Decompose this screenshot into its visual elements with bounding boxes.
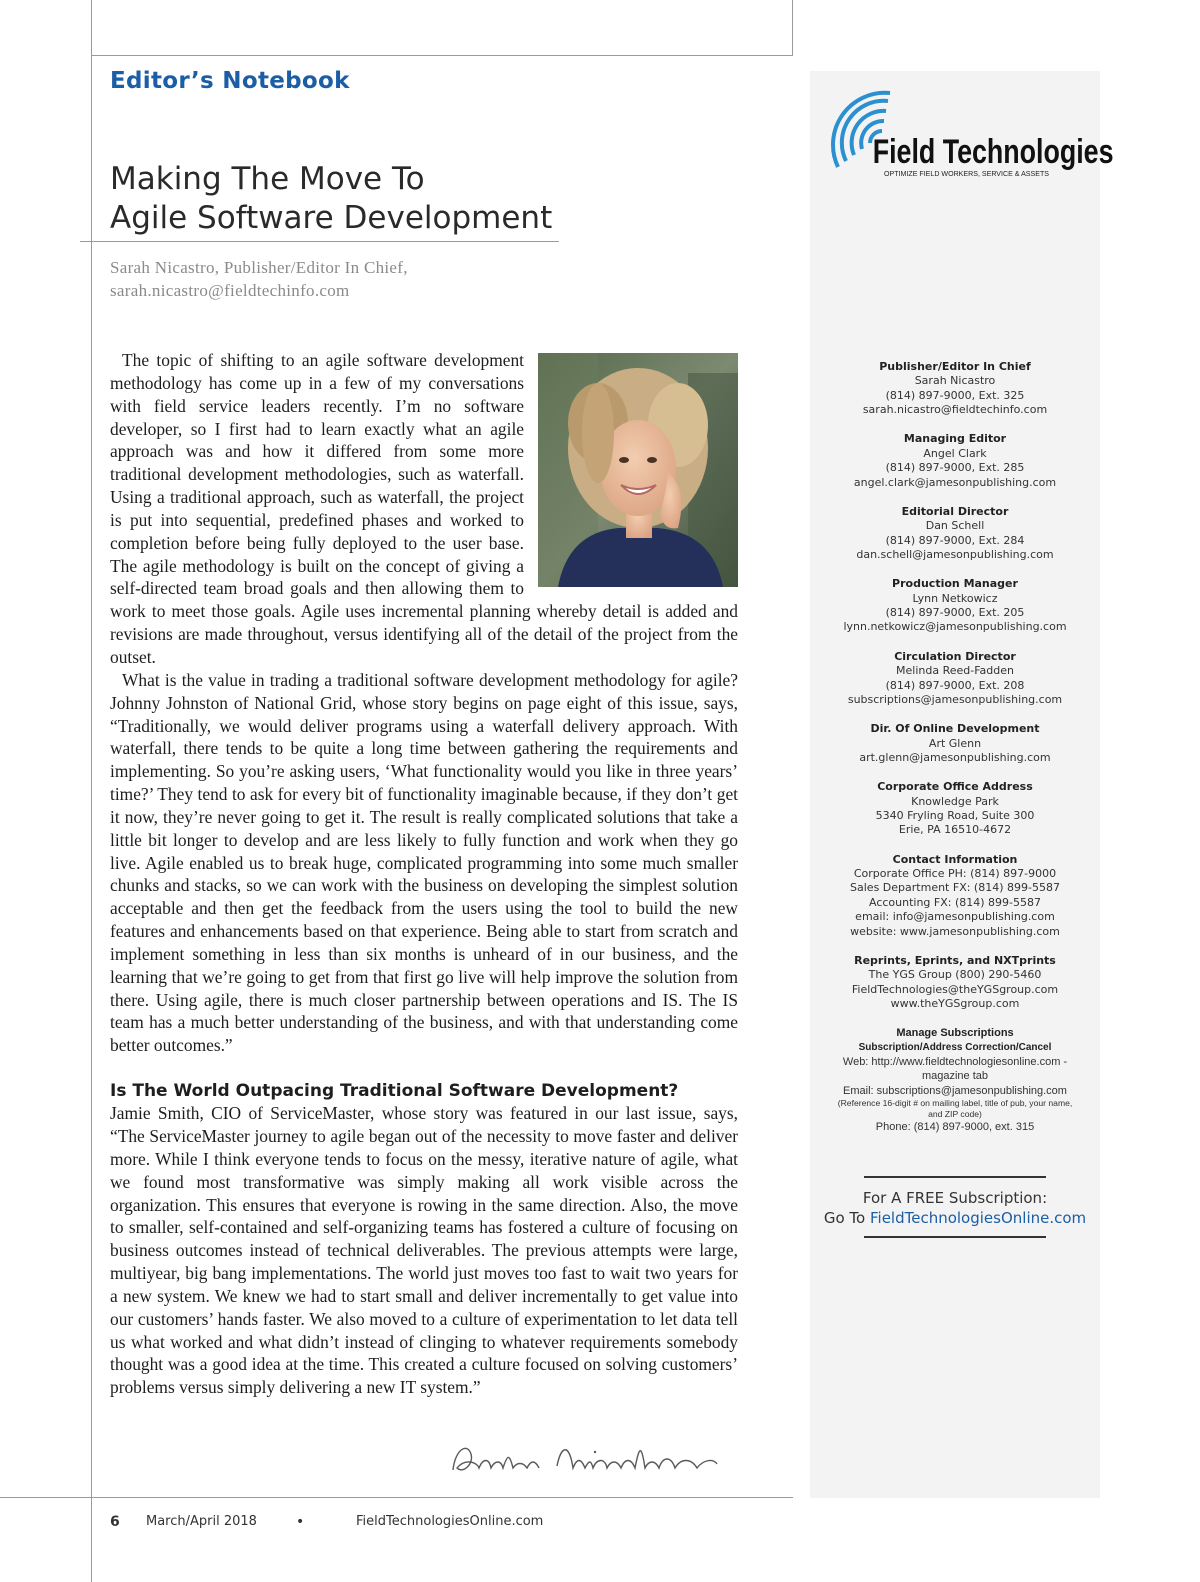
masthead-line: FieldTechnologies@theYGSgroup.com <box>851 982 1059 996</box>
title-line-1: Making The Move To <box>110 161 425 197</box>
masthead-line: (814) 897-9000, Ext. 285 <box>885 461 1025 475</box>
masthead-line: (814) 897-9000, Ext. 325 <box>885 388 1025 402</box>
issue-date: March/April 2018 <box>146 1514 257 1529</box>
masthead-entry <box>810 722 1100 765</box>
masthead-line: Melinda Reed-Fadden <box>896 664 1014 678</box>
subscribe-rule-bottom <box>864 1236 1046 1238</box>
masthead-line: sarah.nicastro@fieldtechinfo.com <box>862 403 1048 417</box>
masthead-role: Editorial Director <box>901 504 1009 518</box>
masthead-line: www.theYGSgroup.com <box>890 997 1020 1010</box>
field-technologies-logo <box>828 91 1114 181</box>
masthead-entry <box>810 432 1100 490</box>
masthead-line: (814) 897-9000, Ext. 205 <box>885 606 1025 620</box>
masthead-line: website: www.jamesonpublishing.com <box>850 924 1060 938</box>
column-divider-rule <box>792 0 793 56</box>
subscription-link[interactable]: FieldTechnologiesOnline.com <box>869 1209 1087 1227</box>
masthead-line: art.glenn@jamesonpublishing.com <box>859 750 1051 764</box>
free-subscription-callout <box>810 1188 1100 1228</box>
article-paragraph: Jamie Smith, CIO of ServiceMaster, whose story was featured in our last issue, says, “The ServiceMaster journey to agile began out of the necessity to move faster and deliver more. While I think everyone tends to focus on the messy, iterative nature of agile, what we found most transformative was simply making all work visible across the organization. This ensures that everyone is rowing in the same direction. Also, the move to smaller, self-contained and self-organizing teams has fostered a culture of focusing on business outcomes instead of technical deliverables. The previous attempts were large, multiyear, big bang implementations. The world just moves too fast to wait two years for a new system. We knew we had to start small and deliver incrementally to get value into our customers’ hands faster. We also moved to a culture of experimentation to let data tell us what worked and what didn’t instead of clinging to whatever requirements somebody thought was a good idea at the time. This created a culture focused on solving customers’ problems versus simply delivering a new IT system.” <box>110 1103 738 1398</box>
footer-bullet: • <box>296 1514 305 1530</box>
manage-phone: Phone: (814) 897-9000, ext. 315 <box>875 1121 1035 1134</box>
masthead-line: Art Glenn <box>928 736 982 750</box>
masthead-line: (814) 897-9000, Ext. 284 <box>885 533 1025 547</box>
subscribe-rule-top <box>864 1176 1046 1178</box>
section-label: Editor’s Notebook <box>110 68 350 94</box>
article-body <box>110 349 738 1399</box>
masthead-line: (814) 897-9000, Ext. 208 <box>885 678 1025 692</box>
masthead-role: Corporate Office Address <box>877 780 1033 794</box>
masthead-line: Accounting FX: (814) 899-5587 <box>868 895 1042 909</box>
headline-rule <box>80 241 559 242</box>
masthead-line: 5340 Fryling Road, Suite 300 <box>875 808 1035 822</box>
manage-subscriptions-title: Manage Subscriptions <box>896 1027 1014 1040</box>
masthead-line: Lynn Netkowicz <box>912 591 998 605</box>
masthead-line: The YGS Group (800) 290-5460 <box>868 968 1042 982</box>
masthead-role: Contact Information <box>892 852 1018 866</box>
top-rule <box>91 55 793 56</box>
masthead-entry <box>810 577 1100 635</box>
go-to-label: Go To <box>823 1209 870 1227</box>
free-subscription-line: For A FREE Subscription: <box>862 1189 1048 1207</box>
byline <box>110 256 408 302</box>
masthead-line: email: info@jamesonpublishing.com <box>855 910 1055 924</box>
masthead-line: Sales Department FX: (814) 899-5587 <box>850 881 1060 895</box>
masthead-role: Circulation Director <box>894 649 1016 663</box>
masthead-role: Managing Editor <box>903 432 1007 446</box>
logo-tagline: OPTIMIZE FIELD WORKERS, SERVICE & ASSETS <box>884 171 1050 178</box>
masthead-line: Knowledge Park <box>911 794 999 808</box>
article-paragraph: The topic of shifting to an agile software development methodology has come up in a few of my conversations with field service leaders recently. I’m no software developer, so I first had to learn exactly what an agile approach was and how it differed from some more traditional development methodologies, such as waterfall. Using a traditional approach, such as waterfall, the project is put into sequential, predefined phases and worked to completion before being fully deployed to the user base. The agile methodology is built on the concept of giving a self-directed team broad goals and then allowing them to work to meet those goals. Agile uses incremental planning whereby detail is added and revisions are made throughout, versus identifying all of the detail of the project from the outset. <box>110 350 738 667</box>
masthead-role: Reprints, Eprints, and NXTprints <box>854 953 1056 967</box>
manage-subscriptions <box>810 1026 1100 1134</box>
left-margin-rule <box>91 0 92 1582</box>
editor-signature <box>445 1428 730 1488</box>
logo-wordmark: Field Technologies <box>872 131 1114 171</box>
footer-website: FieldTechnologiesOnline.com <box>356 1514 544 1529</box>
byline-author: Sarah Nicastro, Publisher/Editor In Chief, <box>110 258 408 277</box>
masthead-entry <box>810 650 1100 708</box>
article-subhead: Is The World Outpacing Traditional Software Development? <box>110 1081 679 1102</box>
byline-email: sarah.nicastro@fieldtechinfo.com <box>110 281 350 300</box>
footer-rule <box>0 1497 793 1498</box>
masthead-role: Production Manager <box>892 577 1018 591</box>
page-title <box>110 160 580 238</box>
manage-email: Email: subscriptions@jamesonpublishing.com <box>843 1084 1067 1097</box>
masthead-line: subscriptions@jamesonpublishing.com <box>847 692 1063 706</box>
manage-note: (Reference 16-digit # on mailing label, title of pub, your name, and ZIP code) <box>837 1098 1073 1120</box>
masthead-line: Corporate Office PH: (814) 897-9000 <box>853 866 1057 880</box>
masthead-entry <box>810 505 1100 563</box>
masthead-line: dan.schell@jamesonpublishing.com <box>856 548 1054 562</box>
page-number: 6 <box>110 1514 120 1530</box>
masthead-list <box>810 360 1100 1149</box>
masthead-line: Dan Schell <box>925 519 985 533</box>
article-paragraph: What is the value in trading a traditional software development methodology for agile? Johnny Johnston of National Grid, whose story begins on page eight of this issue, says, “Traditionally, we would deliver programs using a waterfall delivery approach. With waterfall, there tends to be quite a long time between gathering the requirements and implementing. So you’re asking users, ‘What functionality would you like in three years’ time?’ They tend to ask for every bit of functionality imaginable because, if they don’t get it now, they’re never going to get it. The result is really complicated solutions that take a little bit longer to develop and are less likely to fully function and work when they go live. Agile enabled us to break huge, complicated programming into some much smaller chunks and stacks, so we can work with the business on developing the simplest solution acceptable and then get the feedback from the users using the tool to build the new features and enhancements based on that experience. Being able to start from scratch and implement something in less than six months is unheard of in our business, and the learning that we’re going to get from that first go live will help improve the solution from there. Using agile, there is much closer partnership between operations and IS. The IS team has a much better understanding of the business, and with that understanding come better outcomes.” <box>110 669 738 1056</box>
author-photo <box>538 353 738 587</box>
masthead-line: lynn.netkowicz@jamesonpublishing.com <box>843 620 1067 634</box>
masthead-entry <box>810 360 1100 418</box>
masthead-role: Dir. Of Online Development <box>870 722 1040 736</box>
masthead-entry <box>810 780 1100 838</box>
masthead-line: angel.clark@jamesonpublishing.com <box>853 475 1057 489</box>
masthead-entry <box>810 853 1100 939</box>
masthead-role: Publisher/Editor In Chief <box>879 360 1031 373</box>
manage-subscriptions-subtitle: Subscription/Address Correction/Cancel <box>858 1041 1052 1053</box>
free-subscription-go <box>810 1208 1100 1228</box>
masthead-sidebar <box>810 71 1114 1498</box>
masthead-entry <box>810 954 1100 1012</box>
manage-web: Web: http://www.fieldtechnologiesonline.com - magazine tab <box>842 1056 1068 1083</box>
masthead-line: Angel Clark <box>923 446 987 460</box>
title-line-2: Agile Software Development <box>110 200 553 236</box>
masthead-line: Erie, PA 16510-4672 <box>898 823 1012 837</box>
masthead-line: Sarah Nicastro <box>914 374 996 388</box>
